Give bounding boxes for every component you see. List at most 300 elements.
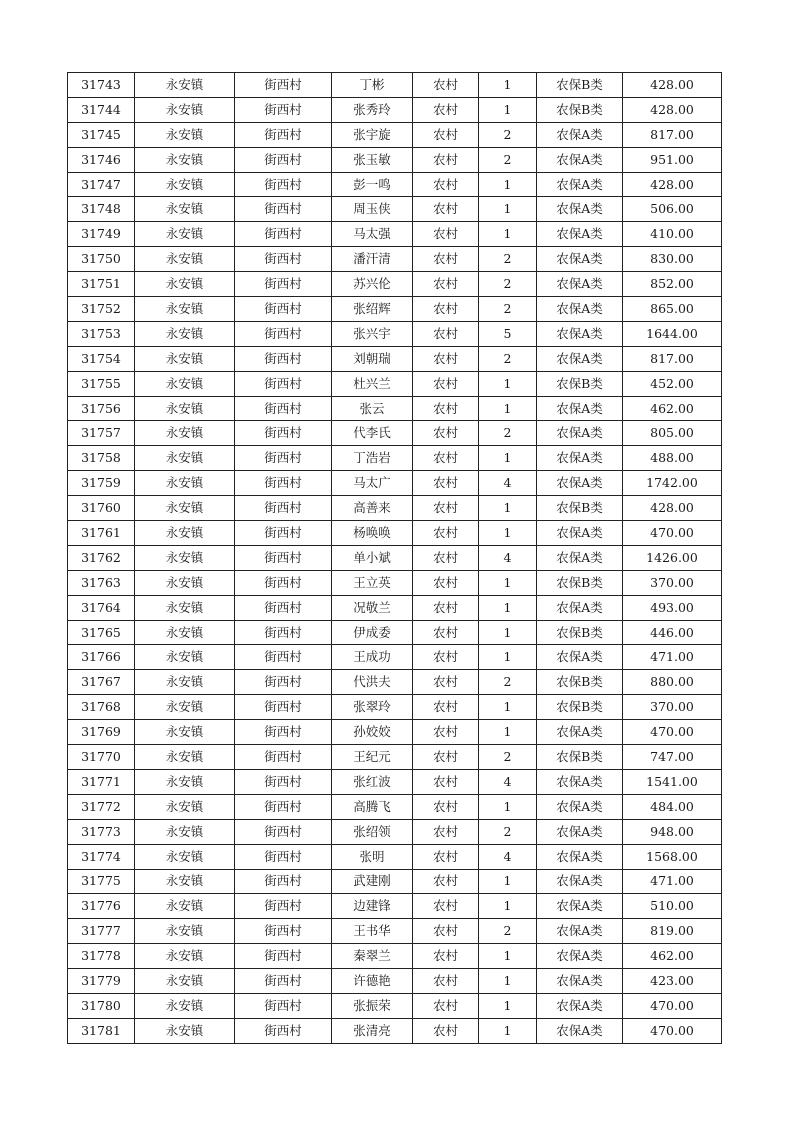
cell-id: 31770 (68, 745, 135, 770)
cell-id: 31750 (68, 247, 135, 272)
cell-village: 街西村 (235, 272, 332, 297)
cell-count: 2 (479, 670, 537, 695)
cell-count: 1 (479, 993, 537, 1018)
cell-category: 农保B类 (537, 670, 623, 695)
table-row (68, 371, 722, 396)
cell-category: 农保A类 (537, 944, 623, 969)
cell-amount: 428.00 (623, 496, 722, 521)
cell-amount: 880.00 (623, 670, 722, 695)
cell-count: 1 (479, 73, 537, 98)
cell-id: 31757 (68, 421, 135, 446)
table-row (68, 620, 722, 645)
cell-type: 农村 (413, 745, 479, 770)
cell-type: 农村 (413, 446, 479, 471)
cell-type: 农村 (413, 371, 479, 396)
cell-count: 2 (479, 247, 537, 272)
cell-amount: 805.00 (623, 421, 722, 446)
table-row (68, 122, 722, 147)
cell-count: 1 (479, 969, 537, 994)
cell-id: 31771 (68, 769, 135, 794)
cell-type: 农村 (413, 272, 479, 297)
table-row (68, 745, 722, 770)
cell-category: 农保A类 (537, 894, 623, 919)
cell-name: 张绍辉 (332, 297, 413, 322)
cell-village: 街西村 (235, 421, 332, 446)
cell-name: 张云 (332, 396, 413, 421)
cell-type: 农村 (413, 222, 479, 247)
cell-town: 永安镇 (135, 371, 235, 396)
cell-town: 永安镇 (135, 396, 235, 421)
cell-count: 1 (479, 869, 537, 894)
cell-category: 农保B类 (537, 745, 623, 770)
cell-town: 永安镇 (135, 595, 235, 620)
cell-name: 周玉侠 (332, 197, 413, 222)
cell-category: 农保A类 (537, 446, 623, 471)
cell-town: 永安镇 (135, 545, 235, 570)
cell-count: 2 (479, 147, 537, 172)
cell-village: 街西村 (235, 172, 332, 197)
cell-town: 永安镇 (135, 421, 235, 446)
cell-category: 农保A类 (537, 794, 623, 819)
cell-amount: 370.00 (623, 570, 722, 595)
cell-type: 农村 (413, 769, 479, 794)
cell-count: 2 (479, 346, 537, 371)
cell-village: 街西村 (235, 521, 332, 546)
cell-town: 永安镇 (135, 247, 235, 272)
cell-amount: 865.00 (623, 297, 722, 322)
table-row (68, 570, 722, 595)
cell-id: 31762 (68, 545, 135, 570)
cell-count: 1 (479, 720, 537, 745)
cell-type: 农村 (413, 421, 479, 446)
cell-name: 王书华 (332, 919, 413, 944)
cell-town: 永安镇 (135, 197, 235, 222)
table-row (68, 1018, 722, 1043)
cell-village: 街西村 (235, 944, 332, 969)
cell-village: 街西村 (235, 545, 332, 570)
cell-village: 街西村 (235, 969, 332, 994)
cell-amount: 484.00 (623, 794, 722, 819)
cell-id: 31780 (68, 993, 135, 1018)
table-row (68, 819, 722, 844)
cell-count: 1 (479, 695, 537, 720)
cell-town: 永安镇 (135, 147, 235, 172)
cell-name: 孙姣姣 (332, 720, 413, 745)
cell-village: 街西村 (235, 620, 332, 645)
cell-name: 丁浩岩 (332, 446, 413, 471)
cell-town: 永安镇 (135, 73, 235, 98)
cell-count: 1 (479, 794, 537, 819)
cell-village: 街西村 (235, 869, 332, 894)
cell-town: 永安镇 (135, 272, 235, 297)
cell-town: 永安镇 (135, 446, 235, 471)
cell-town: 永安镇 (135, 894, 235, 919)
cell-count: 4 (479, 545, 537, 570)
cell-amount: 470.00 (623, 993, 722, 1018)
table-row (68, 595, 722, 620)
cell-town: 永安镇 (135, 496, 235, 521)
cell-amount: 506.00 (623, 197, 722, 222)
cell-id: 31781 (68, 1018, 135, 1043)
cell-name: 单小斌 (332, 545, 413, 570)
cell-amount: 370.00 (623, 695, 722, 720)
cell-type: 农村 (413, 819, 479, 844)
cell-id: 31776 (68, 894, 135, 919)
cell-id: 31758 (68, 446, 135, 471)
cell-village: 街西村 (235, 247, 332, 272)
cell-count: 4 (479, 769, 537, 794)
cell-amount: 471.00 (623, 869, 722, 894)
table-row (68, 247, 722, 272)
cell-id: 31764 (68, 595, 135, 620)
cell-id: 31753 (68, 321, 135, 346)
cell-town: 永安镇 (135, 645, 235, 670)
cell-town: 永安镇 (135, 670, 235, 695)
cell-count: 2 (479, 122, 537, 147)
cell-amount: 470.00 (623, 720, 722, 745)
cell-id: 31754 (68, 346, 135, 371)
cell-type: 农村 (413, 122, 479, 147)
cell-village: 街西村 (235, 396, 332, 421)
cell-id: 31766 (68, 645, 135, 670)
cell-name: 武建刚 (332, 869, 413, 894)
cell-name: 张红波 (332, 769, 413, 794)
cell-type: 农村 (413, 944, 479, 969)
cell-name: 刘朝瑞 (332, 346, 413, 371)
cell-village: 街西村 (235, 297, 332, 322)
cell-type: 农村 (413, 297, 479, 322)
cell-id: 31752 (68, 297, 135, 322)
cell-id: 31748 (68, 197, 135, 222)
cell-town: 永安镇 (135, 869, 235, 894)
cell-id: 31773 (68, 819, 135, 844)
cell-village: 街西村 (235, 122, 332, 147)
cell-name: 张清亮 (332, 1018, 413, 1043)
cell-amount: 747.00 (623, 745, 722, 770)
table-row (68, 222, 722, 247)
cell-type: 农村 (413, 396, 479, 421)
cell-amount: 830.00 (623, 247, 722, 272)
table-row (68, 969, 722, 994)
table-row (68, 670, 722, 695)
cell-village: 街西村 (235, 919, 332, 944)
cell-town: 永安镇 (135, 97, 235, 122)
cell-town: 永安镇 (135, 695, 235, 720)
cell-count: 1 (479, 496, 537, 521)
cell-id: 31755 (68, 371, 135, 396)
cell-id: 31779 (68, 969, 135, 994)
cell-amount: 423.00 (623, 969, 722, 994)
cell-category: 农保A类 (537, 247, 623, 272)
cell-type: 农村 (413, 894, 479, 919)
cell-type: 农村 (413, 147, 479, 172)
cell-count: 2 (479, 297, 537, 322)
cell-name: 张绍领 (332, 819, 413, 844)
cell-category: 农保B类 (537, 620, 623, 645)
cell-id: 31777 (68, 919, 135, 944)
cell-village: 街西村 (235, 73, 332, 98)
cell-category: 农保A类 (537, 869, 623, 894)
cell-id: 31744 (68, 97, 135, 122)
cell-amount: 470.00 (623, 521, 722, 546)
cell-village: 街西村 (235, 97, 332, 122)
cell-village: 街西村 (235, 645, 332, 670)
cell-category: 农保A类 (537, 197, 623, 222)
table-row (68, 97, 722, 122)
cell-category: 农保B类 (537, 73, 623, 98)
cell-village: 街西村 (235, 197, 332, 222)
cell-town: 永安镇 (135, 969, 235, 994)
cell-count: 5 (479, 321, 537, 346)
table-row (68, 919, 722, 944)
cell-village: 街西村 (235, 695, 332, 720)
table-row (68, 272, 722, 297)
cell-count: 1 (479, 446, 537, 471)
cell-amount: 1568.00 (623, 844, 722, 869)
cell-id: 31763 (68, 570, 135, 595)
cell-count: 1 (479, 944, 537, 969)
cell-amount: 428.00 (623, 73, 722, 98)
cell-id: 31774 (68, 844, 135, 869)
cell-id: 31746 (68, 147, 135, 172)
cell-village: 街西村 (235, 769, 332, 794)
cell-count: 2 (479, 819, 537, 844)
cell-category: 农保A类 (537, 919, 623, 944)
cell-amount: 462.00 (623, 944, 722, 969)
cell-amount: 488.00 (623, 446, 722, 471)
cell-type: 农村 (413, 993, 479, 1018)
cell-id: 31778 (68, 944, 135, 969)
cell-name: 马太广 (332, 471, 413, 496)
cell-id: 31761 (68, 521, 135, 546)
cell-id: 31760 (68, 496, 135, 521)
cell-name: 高善来 (332, 496, 413, 521)
cell-name: 张秀玲 (332, 97, 413, 122)
cell-category: 农保A类 (537, 720, 623, 745)
cell-category: 农保A类 (537, 321, 623, 346)
table-row (68, 521, 722, 546)
cell-id: 31775 (68, 869, 135, 894)
cell-id: 31749 (68, 222, 135, 247)
table-row (68, 894, 722, 919)
cell-category: 农保A类 (537, 819, 623, 844)
cell-id: 31767 (68, 670, 135, 695)
table-row (68, 695, 722, 720)
cell-count: 1 (479, 197, 537, 222)
cell-town: 永安镇 (135, 944, 235, 969)
cell-type: 农村 (413, 919, 479, 944)
cell-type: 农村 (413, 197, 479, 222)
cell-category: 农保A类 (537, 147, 623, 172)
cell-count: 1 (479, 570, 537, 595)
cell-category: 农保A类 (537, 595, 623, 620)
cell-village: 街西村 (235, 1018, 332, 1043)
cell-category: 农保A类 (537, 471, 623, 496)
table-row (68, 869, 722, 894)
cell-town: 永安镇 (135, 993, 235, 1018)
table-row (68, 346, 722, 371)
table-row (68, 172, 722, 197)
cell-count: 1 (479, 222, 537, 247)
cell-count: 4 (479, 844, 537, 869)
cell-category: 农保A类 (537, 844, 623, 869)
cell-name: 伊成委 (332, 620, 413, 645)
cell-count: 1 (479, 396, 537, 421)
cell-type: 农村 (413, 496, 479, 521)
cell-village: 街西村 (235, 670, 332, 695)
cell-village: 街西村 (235, 570, 332, 595)
cell-town: 永安镇 (135, 297, 235, 322)
table-row (68, 321, 722, 346)
cell-name: 高腾飞 (332, 794, 413, 819)
records-table (67, 72, 722, 1044)
cell-town: 永安镇 (135, 745, 235, 770)
cell-name: 王立英 (332, 570, 413, 595)
cell-name: 张宇旋 (332, 122, 413, 147)
cell-name: 许德艳 (332, 969, 413, 994)
cell-category: 农保A类 (537, 769, 623, 794)
cell-town: 永安镇 (135, 720, 235, 745)
cell-count: 2 (479, 272, 537, 297)
table-row (68, 73, 722, 98)
cell-amount: 1426.00 (623, 545, 722, 570)
cell-count: 2 (479, 919, 537, 944)
cell-village: 街西村 (235, 222, 332, 247)
cell-name: 张明 (332, 844, 413, 869)
cell-type: 农村 (413, 620, 479, 645)
cell-category: 农保B类 (537, 695, 623, 720)
cell-count: 1 (479, 620, 537, 645)
cell-name: 马太强 (332, 222, 413, 247)
table-row (68, 471, 722, 496)
cell-count: 1 (479, 97, 537, 122)
cell-category: 农保B类 (537, 496, 623, 521)
cell-village: 街西村 (235, 819, 332, 844)
table-row (68, 297, 722, 322)
cell-type: 农村 (413, 73, 479, 98)
table-row (68, 545, 722, 570)
cell-category: 农保B类 (537, 570, 623, 595)
cell-type: 农村 (413, 844, 479, 869)
cell-id: 31751 (68, 272, 135, 297)
cell-id: 31759 (68, 471, 135, 496)
cell-village: 街西村 (235, 894, 332, 919)
cell-town: 永安镇 (135, 321, 235, 346)
cell-amount: 510.00 (623, 894, 722, 919)
cell-type: 农村 (413, 720, 479, 745)
cell-town: 永安镇 (135, 471, 235, 496)
cell-amount: 819.00 (623, 919, 722, 944)
cell-count: 1 (479, 595, 537, 620)
cell-id: 31743 (68, 73, 135, 98)
cell-type: 农村 (413, 794, 479, 819)
cell-count: 2 (479, 745, 537, 770)
cell-category: 农保A类 (537, 645, 623, 670)
cell-category: 农保A类 (537, 272, 623, 297)
table-row (68, 944, 722, 969)
cell-village: 街西村 (235, 745, 332, 770)
table-row (68, 993, 722, 1018)
cell-village: 街西村 (235, 147, 332, 172)
cell-count: 4 (479, 471, 537, 496)
cell-village: 街西村 (235, 446, 332, 471)
table-row (68, 645, 722, 670)
cell-category: 农保A类 (537, 521, 623, 546)
cell-name: 王成功 (332, 645, 413, 670)
cell-type: 农村 (413, 172, 479, 197)
cell-type: 农村 (413, 670, 479, 695)
cell-name: 王纪元 (332, 745, 413, 770)
cell-type: 农村 (413, 247, 479, 272)
cell-amount: 951.00 (623, 147, 722, 172)
cell-town: 永安镇 (135, 222, 235, 247)
cell-category: 农保A类 (537, 172, 623, 197)
table-row (68, 446, 722, 471)
cell-amount: 428.00 (623, 97, 722, 122)
cell-category: 农保B类 (537, 97, 623, 122)
cell-amount: 817.00 (623, 122, 722, 147)
cell-name: 秦翠兰 (332, 944, 413, 969)
cell-count: 1 (479, 645, 537, 670)
cell-count: 1 (479, 894, 537, 919)
cell-village: 街西村 (235, 993, 332, 1018)
cell-village: 街西村 (235, 794, 332, 819)
cell-village: 街西村 (235, 595, 332, 620)
cell-type: 农村 (413, 521, 479, 546)
cell-type: 农村 (413, 321, 479, 346)
cell-town: 永安镇 (135, 521, 235, 546)
cell-town: 永安镇 (135, 1018, 235, 1043)
cell-amount: 1541.00 (623, 769, 722, 794)
cell-id: 31756 (68, 396, 135, 421)
cell-type: 农村 (413, 1018, 479, 1043)
table-row (68, 720, 722, 745)
cell-name: 杜兴兰 (332, 371, 413, 396)
cell-name: 彭一鸣 (332, 172, 413, 197)
cell-category: 农保A类 (537, 396, 623, 421)
cell-id: 31747 (68, 172, 135, 197)
cell-town: 永安镇 (135, 620, 235, 645)
cell-name: 张振荣 (332, 993, 413, 1018)
cell-name: 张翠玲 (332, 695, 413, 720)
cell-amount: 462.00 (623, 396, 722, 421)
cell-count: 2 (479, 421, 537, 446)
cell-amount: 428.00 (623, 172, 722, 197)
cell-name: 潘汗清 (332, 247, 413, 272)
cell-village: 街西村 (235, 321, 332, 346)
cell-name: 张兴宇 (332, 321, 413, 346)
cell-name: 苏兴伦 (332, 272, 413, 297)
cell-category: 农保A类 (537, 122, 623, 147)
cell-town: 永安镇 (135, 919, 235, 944)
table-row (68, 421, 722, 446)
cell-village: 街西村 (235, 471, 332, 496)
records-table-body (68, 73, 722, 1044)
cell-name: 代洪夫 (332, 670, 413, 695)
cell-count: 1 (479, 172, 537, 197)
cell-count: 1 (479, 1018, 537, 1043)
cell-category: 农保A类 (537, 421, 623, 446)
table-row (68, 794, 722, 819)
cell-village: 街西村 (235, 844, 332, 869)
cell-count: 1 (479, 371, 537, 396)
cell-town: 永安镇 (135, 844, 235, 869)
cell-name: 杨唤唤 (332, 521, 413, 546)
cell-town: 永安镇 (135, 570, 235, 595)
cell-town: 永安镇 (135, 769, 235, 794)
cell-id: 31772 (68, 794, 135, 819)
cell-name: 张玉敏 (332, 147, 413, 172)
